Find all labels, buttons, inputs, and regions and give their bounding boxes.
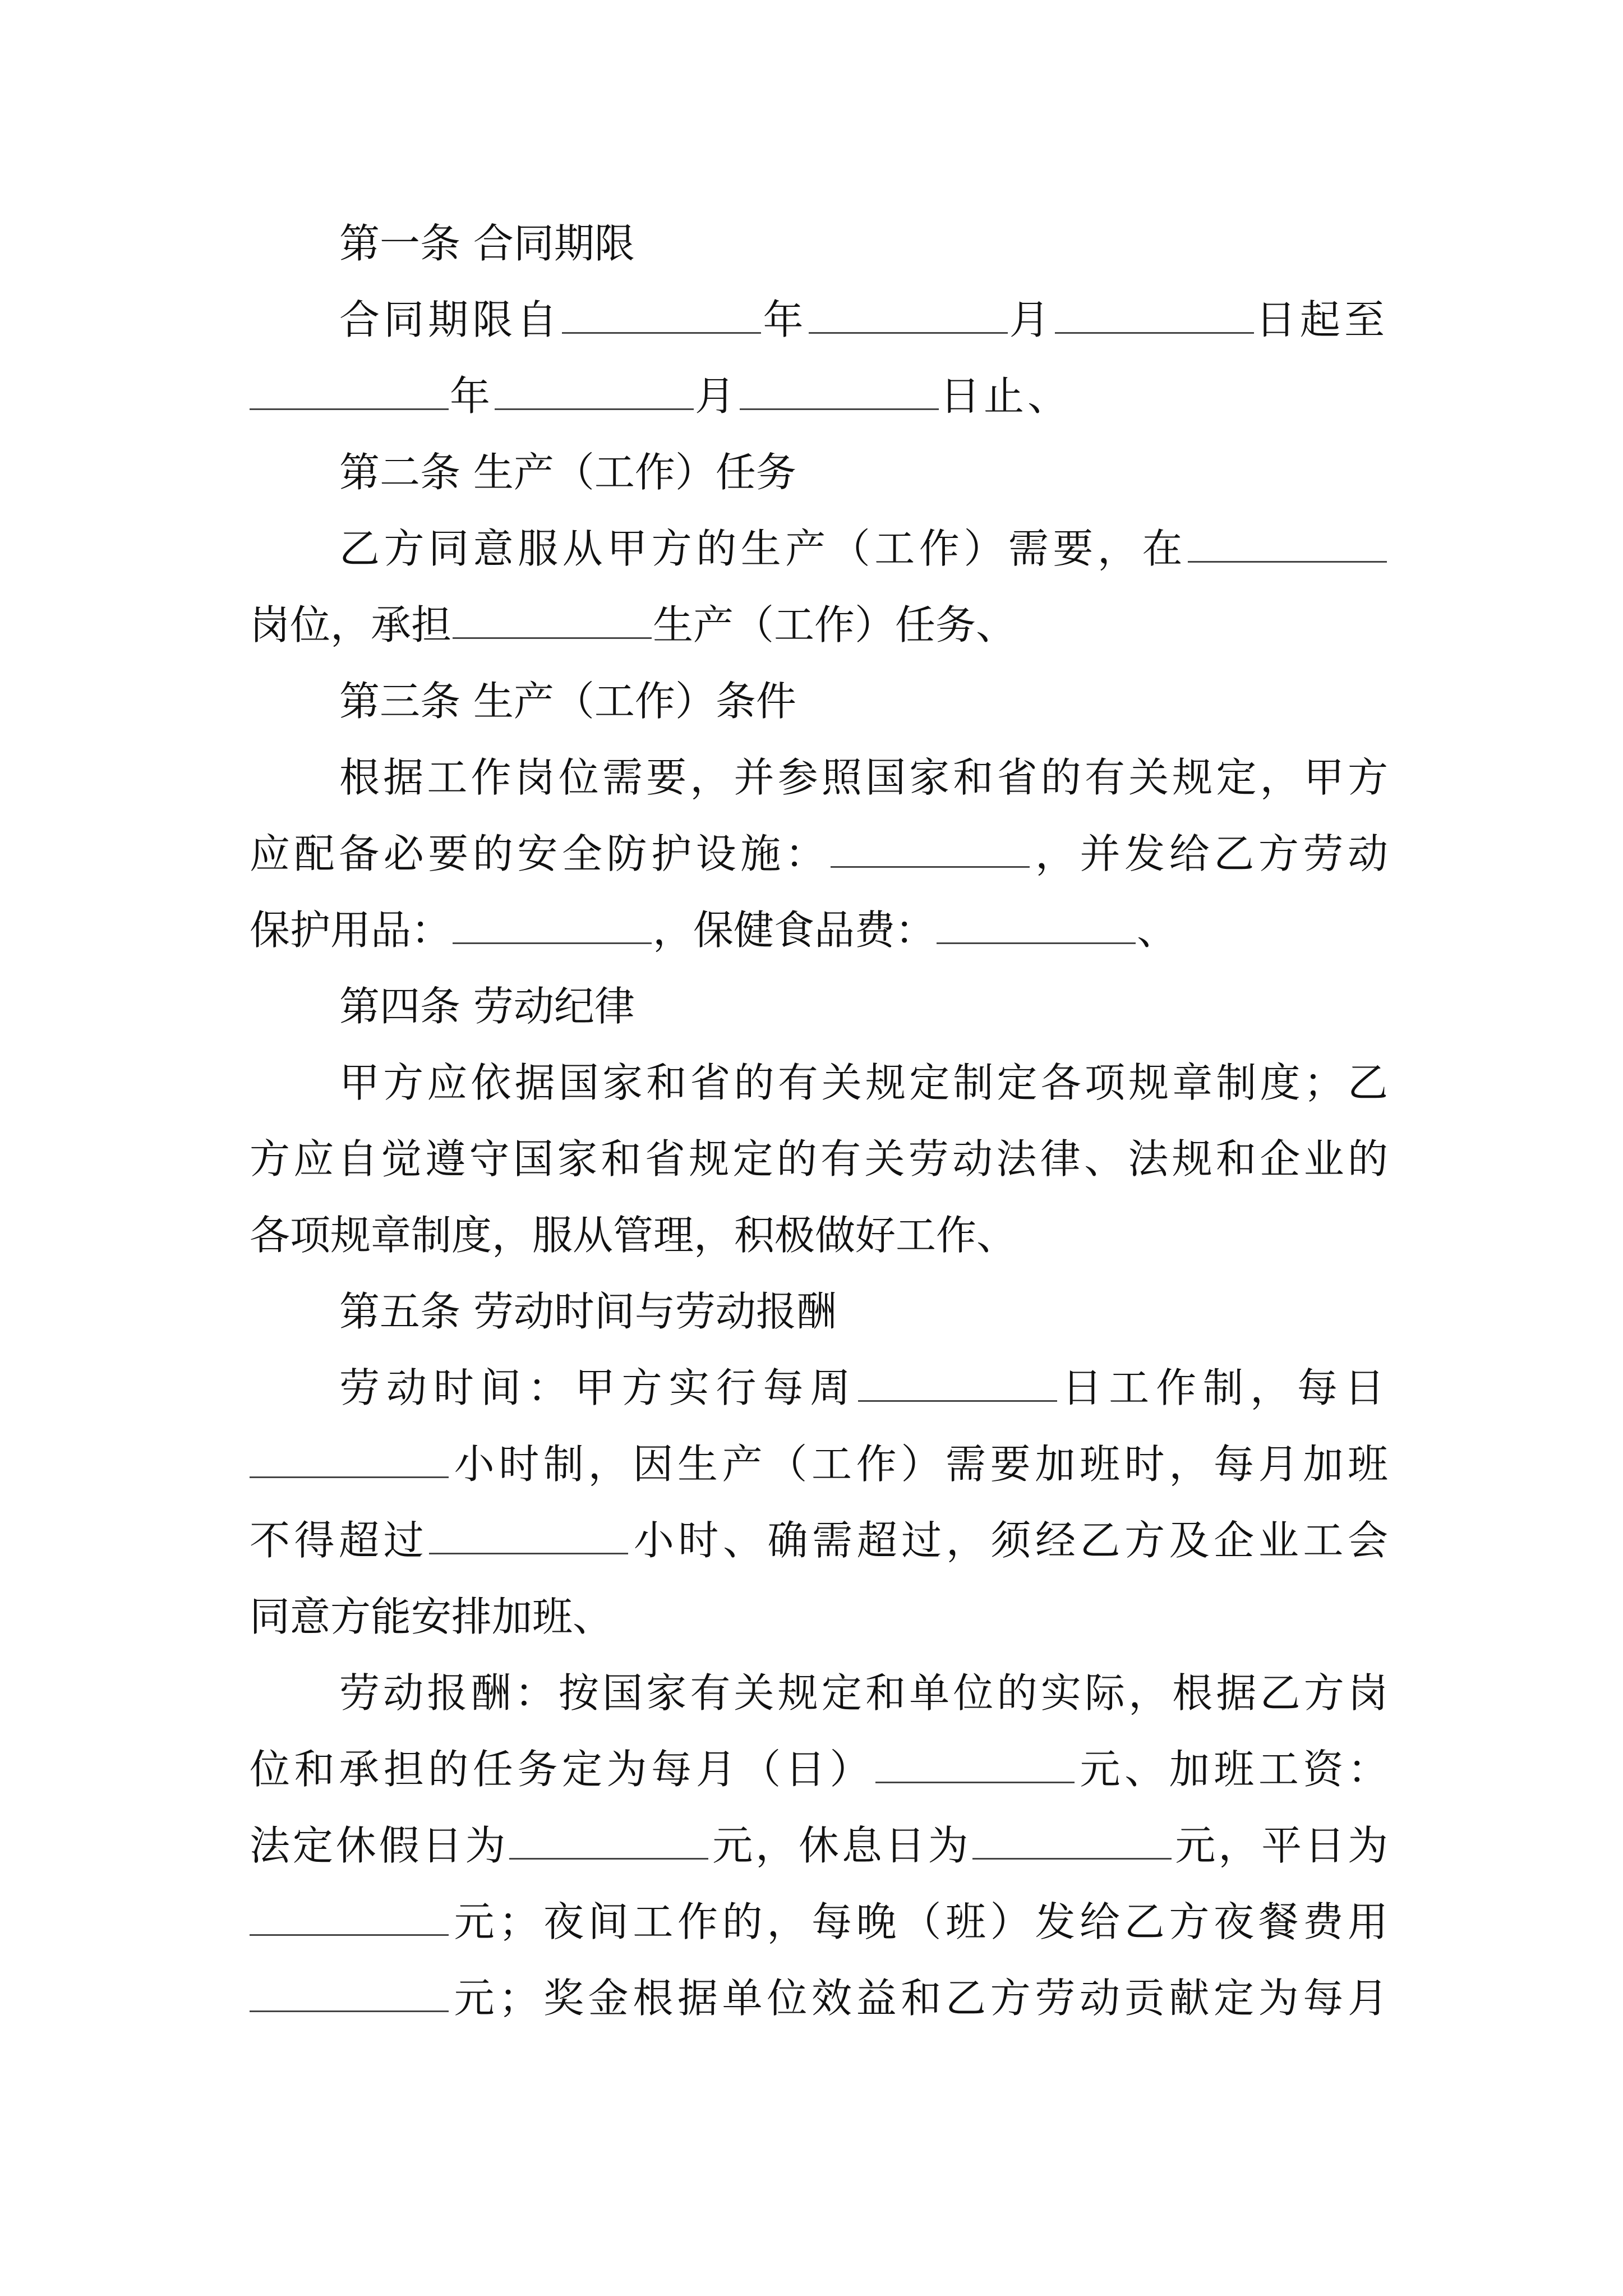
discipline-line-3: 各项规章制度，服从管理，积极做好工作、 — [250, 1212, 1017, 1259]
blank-field[interactable] — [453, 599, 652, 639]
blank-field[interactable] — [562, 294, 761, 334]
blank-field[interactable] — [250, 1438, 449, 1478]
contract-term-line-1: 合同期限自 年 月 日起至 — [250, 280, 1388, 359]
blank-field[interactable] — [937, 904, 1136, 944]
blank-field[interactable] — [453, 904, 652, 944]
work-hours-line-1: 劳动时间：甲方实行每周 日工作制，每日 — [250, 1349, 1388, 1427]
work-hours-line-3: 不得超过 小时、确需超过，须经乙方及企业工会 — [250, 1501, 1388, 1580]
remuneration-line-5: 元；奖金根据单位效益和乙方劳动贡献定为每月 — [250, 1959, 1388, 2037]
blank-field[interactable] — [250, 1972, 449, 2012]
article-4-heading: 第四条 劳动纪律 — [339, 983, 635, 1030]
blank-field[interactable] — [831, 828, 1030, 868]
blank-field[interactable] — [429, 1515, 628, 1554]
blank-field[interactable] — [740, 370, 939, 410]
article-1-heading: 第一条 合同期限 — [339, 220, 635, 267]
blank-field[interactable] — [1188, 523, 1387, 563]
blank-field[interactable] — [809, 294, 1008, 334]
blank-field[interactable] — [495, 370, 694, 410]
article-3-heading: 第三条 生产（工作）条件 — [339, 678, 796, 725]
remuneration-line-1: 劳动报酬：按国家有关规定和单位的实际，根据乙方岗 — [339, 1669, 1388, 1717]
work-condition-line-1: 根据工作岗位需要，并参照国家和省的有关规定，甲方 — [339, 754, 1388, 801]
article-5-heading: 第五条 劳动时间与劳动报酬 — [339, 1288, 837, 1335]
work-task-line-1: 乙方同意服从甲方的生产（工作）需要，在 — [250, 509, 1388, 588]
blank-field[interactable] — [509, 1820, 708, 1860]
remuneration-line-4: 元；夜间工作的，每晚（班）发给乙方夜餐费用 — [250, 1883, 1388, 1961]
blank-field[interactable] — [1055, 294, 1254, 334]
work-hours-line-4: 同意方能安排加班、 — [250, 1593, 614, 1640]
discipline-line-2: 方应自觉遵守国家和省规定的有关劳动法律、法规和企业的 — [250, 1135, 1388, 1182]
work-hours-line-2: 小时制，因生产（工作）需要加班时，每月加班 — [250, 1425, 1388, 1503]
remuneration-line-2: 位和承担的任务定为每月（日） 元、加班工资： — [250, 1730, 1388, 1809]
remuneration-line-3: 法定休假日为 元，休息日为 元，平日为 — [250, 1806, 1388, 1885]
discipline-line-1: 甲方应依据国家和省的有关规定制定各项规章制度；乙 — [339, 1059, 1388, 1106]
article-2-heading: 第二条 生产（工作）任务 — [339, 449, 796, 496]
blank-field[interactable] — [250, 1896, 449, 1936]
blank-field[interactable] — [972, 1820, 1172, 1860]
blank-field[interactable] — [875, 1743, 1075, 1783]
blank-field[interactable] — [858, 1362, 1057, 1402]
work-task-line-2: 岗位，承担 生产（工作）任务、 — [250, 586, 1388, 664]
work-condition-line-3: 保护用品： ，保健食品费： 、 — [250, 891, 1388, 969]
contract-term-line-2: 年 月 日止、 — [250, 357, 1388, 435]
work-condition-line-2: 应配备必要的安全防护设施： ，并发给乙方劳动 — [250, 815, 1388, 893]
blank-field[interactable] — [250, 370, 449, 410]
